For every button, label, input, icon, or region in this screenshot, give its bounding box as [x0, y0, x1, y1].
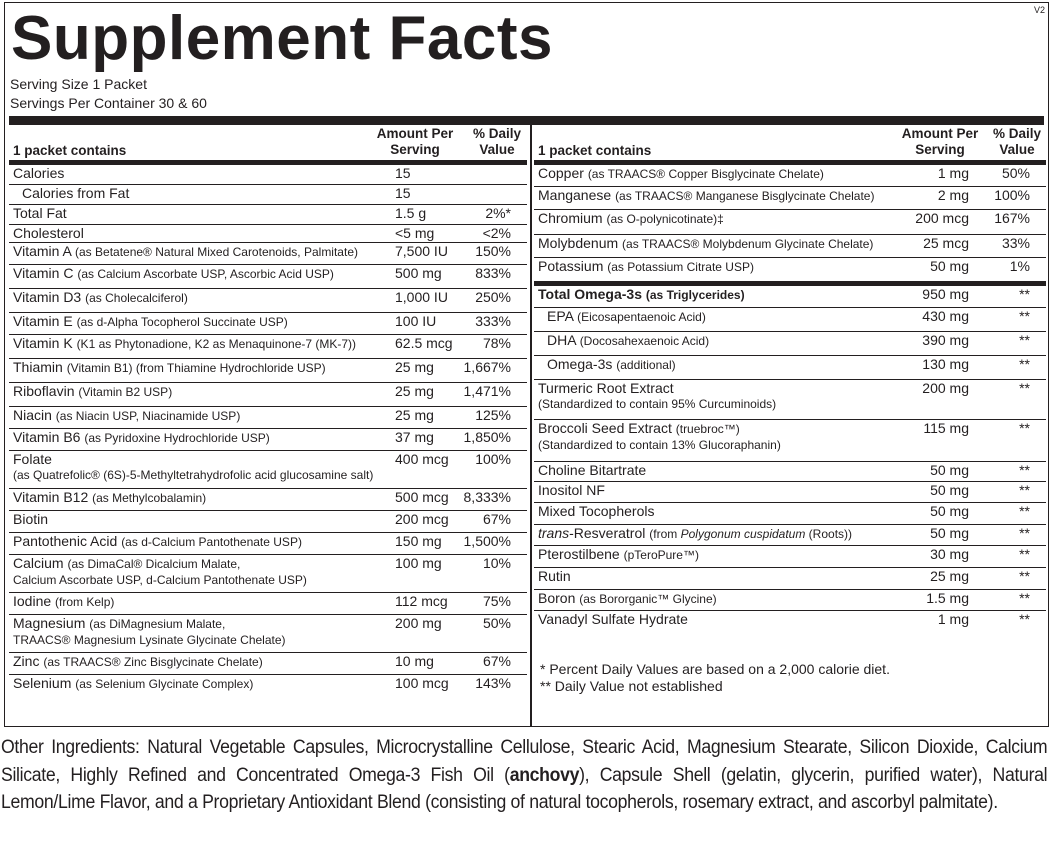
- nutrient-dv: **: [1019, 420, 1030, 436]
- nutrient-row: [534, 165, 1046, 187]
- nutrient-row: [9, 205, 527, 225]
- nutrient-dv: **: [1019, 332, 1030, 348]
- nutrient-name: Riboflavin (Vitamin B2 USP): [13, 383, 173, 399]
- nutrient-amount: 100 mcg: [395, 675, 449, 691]
- nutrient-name: Vitamin B6 (as Pyridoxine Hydrochloride USP): [13, 429, 270, 445]
- nutrient-name: Inositol NF: [538, 482, 605, 498]
- nutrient-amount: 500 mcg: [395, 489, 449, 505]
- nutrient-dv: 78%: [482, 335, 511, 351]
- nutrient-amount: 150 mg: [395, 533, 442, 549]
- nutrient-row: [9, 533, 527, 555]
- nutrient-name: Total Fat: [13, 205, 67, 221]
- nutrient-dv: **: [1019, 503, 1030, 519]
- nutrient-amount: 30 mg: [930, 546, 969, 562]
- nutrient-amount: 50 mg: [930, 462, 969, 478]
- header-rule: [9, 116, 1044, 125]
- nutrient-row: [9, 653, 527, 675]
- header-amount: Amount Per Serving: [901, 126, 979, 157]
- nutrient-name: Vitamin E (as d-Alpha Tocopherol Succinate USP): [13, 313, 288, 329]
- nutrient-name: Biotin: [13, 511, 49, 527]
- nutrient-row: [9, 593, 527, 615]
- nutrient-name: Calcium (as DimaCal® Dicalcium Malate, Calcium Ascorbate USP, d-Calcium Pantothenate USP): [13, 555, 307, 587]
- servings-per-container: Servings Per Container 30 & 60: [10, 95, 207, 111]
- nutrient-name: Vanadyl Sulfate Hydrate: [538, 611, 688, 627]
- nutrient-name: Vitamin A (as Betatene® Natural Mixed Carotenoids, Palmitate): [13, 243, 358, 259]
- nutrient-name: EPA (Eicosapentaenoic Acid): [547, 308, 706, 324]
- allergen-anchovy: anchovy: [509, 764, 580, 786]
- nutrient-row: [9, 555, 527, 593]
- nutrient-name: Selenium (as Selenium Glycinate Complex): [13, 675, 254, 691]
- nutrient-amount: 115 mg: [923, 420, 969, 436]
- nutrient-dv: 75%: [482, 593, 511, 609]
- nutrient-row: [534, 525, 1046, 546]
- nutrient-dv: 250%: [475, 289, 511, 305]
- nutrient-row: [9, 225, 527, 243]
- nutrient-amount: 1.5 mg: [926, 590, 969, 606]
- nutrient-name: Zinc (as TRAACS® Zinc Bisglycinate Chelate): [13, 653, 263, 669]
- nutrient-amount: 25 mg: [395, 383, 434, 399]
- nutrient-row: [534, 503, 1046, 525]
- panel-title: Supplement Facts: [11, 4, 553, 73]
- nutrient-row: [534, 235, 1046, 258]
- nutrient-row: [9, 489, 527, 511]
- nutrient-dv: 1%: [1009, 258, 1030, 274]
- nutrient-name: Calories: [13, 165, 65, 181]
- nutrient-name: Molybdenum (as TRAACS® Molybdenum Glycinate Chelate): [538, 235, 874, 251]
- nutrient-row: [534, 420, 1046, 462]
- nutrient-dv: 10%: [482, 555, 511, 571]
- nutrient-amount: 950 mg: [922, 286, 969, 302]
- nutrient-name: Vitamin D3 (as Cholecalciferol): [13, 289, 188, 305]
- nutrient-row: [534, 308, 1046, 332]
- nutrient-name: Niacin (as Niacin USP, Niacinamide USP): [13, 407, 241, 423]
- nutrient-name: Mixed Tocopherols: [538, 503, 655, 519]
- left-column-header: [9, 125, 527, 165]
- header-dv: % Daily Value: [992, 126, 1042, 157]
- nutrient-name: Pantothenic Acid (as d-Calcium Pantothenate USP): [13, 533, 302, 549]
- nutrient-amount: 37 mg: [395, 429, 434, 445]
- nutrient-dv: 1,850%: [463, 429, 511, 445]
- nutrient-name: Folate (as Quatrefolic® (6S)-5-Methyltetrahydrofolic acid glucosamine salt): [13, 451, 374, 482]
- nutrient-amount: 7,500 IU: [395, 243, 448, 259]
- nutrient-row: [534, 286, 1046, 308]
- nutrient-row: [9, 615, 527, 653]
- nutrient-row: [9, 185, 527, 205]
- nutrient-name: Thiamin (Vitamin B1) (from Thiamine Hydrochloride USP): [13, 359, 326, 375]
- left-column: [9, 125, 527, 697]
- nutrient-row: [9, 313, 527, 335]
- supplement-facts-panel: [4, 2, 1049, 727]
- nutrient-dv: <2%: [482, 225, 511, 241]
- nutrient-row: [534, 258, 1046, 286]
- nutrient-name: Total Omega-3s (as Triglycerides): [538, 286, 745, 302]
- nutrient-dv: 67%: [482, 653, 511, 669]
- other-ingredients-text-1: Other Ingredients: Natural Vegetable Capsules, Microcrystalline Cellulose, Stearic Acid, Magnesium Stearate, Silicon Dioxide, Calcium Silicate, Highly Refined and Concentrated Omega-3 Fish Oil (: [1, 737, 1048, 786]
- nutrient-name: Vitamin K (K1 as Phytonadione, K2 as Menaquinone-7 (MK-7)): [13, 335, 357, 351]
- nutrient-dv: **: [1019, 525, 1030, 541]
- nutrient-amount: 15: [395, 165, 411, 181]
- nutrient-dv: 33%: [1001, 235, 1030, 251]
- nutrient-row: [9, 383, 527, 407]
- nutrient-amount: 1 mg: [937, 165, 969, 181]
- nutrient-name: Rutin: [538, 568, 571, 584]
- nutrient-row: [9, 165, 527, 185]
- header-label: 1 packet contains: [13, 143, 127, 158]
- nutrient-amount: 50 mg: [930, 525, 969, 541]
- nutrient-name: Copper (as TRAACS® Copper Bisglycinate Chelate): [538, 165, 824, 181]
- nutrient-name: Vitamin C (as Calcium Ascorbate USP, Ascorbic Acid USP): [13, 265, 334, 281]
- serving-size: Serving Size 1 Packet: [10, 76, 147, 92]
- nutrient-amount: 50 mg: [930, 258, 969, 274]
- nutrient-amount: 500 mg: [395, 265, 442, 281]
- nutrient-amount: 390 mg: [922, 332, 969, 348]
- nutrient-row: [534, 332, 1046, 356]
- nutrient-row: [9, 429, 527, 451]
- nutrient-name: Cholesterol: [13, 225, 84, 241]
- nutrient-dv: **: [1019, 356, 1030, 372]
- nutrient-row: [534, 380, 1046, 420]
- nutrient-name: Magnesium (as DiMagnesium Malate, TRAACS® Magnesium Lysinate Glycinate Chelate): [13, 615, 286, 647]
- nutrient-name: Vitamin B12 (as Methylcobalamin): [13, 489, 207, 505]
- nutrient-row: [9, 243, 527, 265]
- nutrient-amount: 100 IU: [395, 313, 437, 329]
- nutrient-dv: 1,667%: [463, 359, 511, 375]
- nutrient-amount: 50 mg: [930, 482, 969, 498]
- nutrient-dv: 100%: [475, 451, 511, 467]
- nutrient-dv: 1,500%: [463, 533, 511, 549]
- nutrient-dv: **: [1019, 546, 1030, 562]
- nutrient-dv: **: [1019, 590, 1030, 606]
- nutrient-row: [534, 482, 1046, 503]
- header-dv: % Daily Value: [472, 126, 522, 157]
- nutrient-row: [9, 359, 527, 383]
- nutrient-dv: **: [1019, 462, 1030, 478]
- nutrient-name: Manganese (as TRAACS® Manganese Bisglycinate Chelate): [538, 187, 875, 203]
- nutrient-amount: 200 mg: [395, 615, 442, 631]
- nutrient-row: [9, 265, 527, 289]
- footnote-dv: * Percent Daily Values are based on a 2,000 calorie diet.: [540, 661, 890, 677]
- nutrient-amount: 50 mg: [930, 503, 969, 519]
- nutrient-row: [534, 210, 1046, 235]
- other-ingredients-text-2: ), Capsule Shell (gelatin, glycerin, purified water), Natural Lemon/Lime Flavor, and a Proprietary Antioxidant Blend (consisting of natural tocopherols, rosemary extract, and ascorbyl palmitate).: [1, 764, 1048, 813]
- nutrient-dv: 150%: [475, 243, 511, 259]
- nutrient-row: [9, 407, 527, 429]
- nutrient-row: [534, 611, 1046, 631]
- nutrient-amount: 200 mcg: [915, 210, 969, 226]
- nutrient-row: [9, 511, 527, 533]
- version-label: V2: [1033, 5, 1045, 15]
- column-divider: [530, 125, 532, 726]
- nutrient-dv: 50%: [482, 615, 511, 631]
- nutrient-row: [534, 187, 1046, 210]
- nutrient-name: Iodine (from Kelp): [13, 593, 115, 609]
- nutrient-name: trans-Resveratrol (from Polygonum cuspidatum (Roots)): [538, 525, 853, 541]
- header-amount: Amount Per Serving: [376, 126, 454, 157]
- header-label: 1 packet contains: [538, 143, 652, 158]
- nutrient-name: Calories from Fat: [22, 185, 130, 201]
- nutrient-dv: 1,471%: [463, 383, 511, 399]
- right-column: [534, 125, 1046, 631]
- other-ingredients: [1, 734, 1047, 817]
- nutrient-amount: 15: [395, 185, 411, 201]
- nutrient-amount: 400 mcg: [395, 451, 449, 467]
- nutrient-amount: 430 mg: [922, 308, 969, 324]
- nutrient-amount: 25 mg: [930, 568, 969, 584]
- nutrient-dv: 833%: [475, 265, 511, 281]
- nutrient-name: Broccoli Seed Extract (truebroc™) (Standardized to contain 13% Glucoraphanin): [538, 420, 781, 452]
- nutrient-amount: 130 mg: [922, 356, 969, 372]
- nutrient-row: [534, 356, 1046, 380]
- nutrient-dv: 143%: [475, 675, 511, 691]
- nutrient-amount: 200 mg: [922, 380, 969, 396]
- nutrient-row: [534, 546, 1046, 568]
- nutrient-amount: 1.5 g: [395, 205, 427, 221]
- nutrient-name: Choline Bitartrate: [538, 462, 647, 478]
- nutrient-dv: 125%: [475, 407, 511, 423]
- nutrient-row: [9, 675, 527, 697]
- nutrient-amount: 200 mcg: [395, 511, 449, 527]
- nutrient-dv: 2%*: [485, 205, 511, 221]
- nutrient-amount: 112 mcg: [395, 593, 448, 609]
- nutrient-row: [534, 590, 1046, 611]
- nutrient-amount: 2 mg: [937, 187, 969, 203]
- nutrient-amount: 25 mg: [395, 359, 434, 375]
- nutrient-dv: **: [1019, 482, 1030, 498]
- nutrient-name: DHA (Docosahexaenoic Acid): [547, 332, 710, 348]
- nutrient-row: [9, 335, 527, 359]
- nutrient-name: Pterostilbene (pTeroPure™): [538, 546, 699, 562]
- nutrient-name: Potassium (as Potassium Citrate USP): [538, 258, 754, 274]
- nutrient-row: [9, 451, 527, 489]
- footnotes: [540, 661, 890, 695]
- nutrient-dv: **: [1019, 286, 1030, 302]
- nutrient-amount: 10 mg: [395, 653, 434, 669]
- nutrient-dv: 67%: [482, 511, 511, 527]
- nutrient-amount: 1 mg: [937, 611, 969, 627]
- nutrient-row: [534, 462, 1046, 482]
- nutrient-dv: 333%: [475, 313, 511, 329]
- nutrient-name: Omega-3s (additional): [547, 356, 676, 372]
- nutrient-dv: **: [1019, 568, 1030, 584]
- nutrient-amount: <5 mg: [395, 225, 435, 241]
- nutrient-name: Chromium (as O-polynicotinate)‡: [538, 210, 724, 226]
- nutrient-amount: 62.5 mcg: [395, 335, 453, 351]
- nutrient-name: Boron (as Bororganic™ Glycine): [538, 590, 717, 606]
- footnote-not-established: ** Daily Value not established: [540, 678, 723, 694]
- nutrient-dv: **: [1019, 611, 1030, 627]
- nutrient-amount: 25 mg: [395, 407, 434, 423]
- nutrient-amount: 100 mg: [395, 555, 442, 571]
- nutrient-dv: 50%: [1001, 165, 1030, 181]
- nutrient-name: Turmeric Root Extract (Standardized to contain 95% Curcuminoids): [538, 380, 777, 411]
- nutrient-dv: **: [1019, 308, 1030, 324]
- nutrient-row: [9, 289, 527, 313]
- nutrient-row: [534, 568, 1046, 590]
- nutrient-amount: 1,000 IU: [395, 289, 448, 305]
- nutrient-dv: 167%: [994, 210, 1030, 226]
- nutrient-dv: 8,333%: [463, 489, 511, 505]
- nutrient-amount: 25 mcg: [923, 235, 969, 251]
- nutrient-dv: 100%: [994, 187, 1030, 203]
- right-column-header: [534, 125, 1046, 165]
- nutrient-dv: **: [1019, 380, 1030, 396]
